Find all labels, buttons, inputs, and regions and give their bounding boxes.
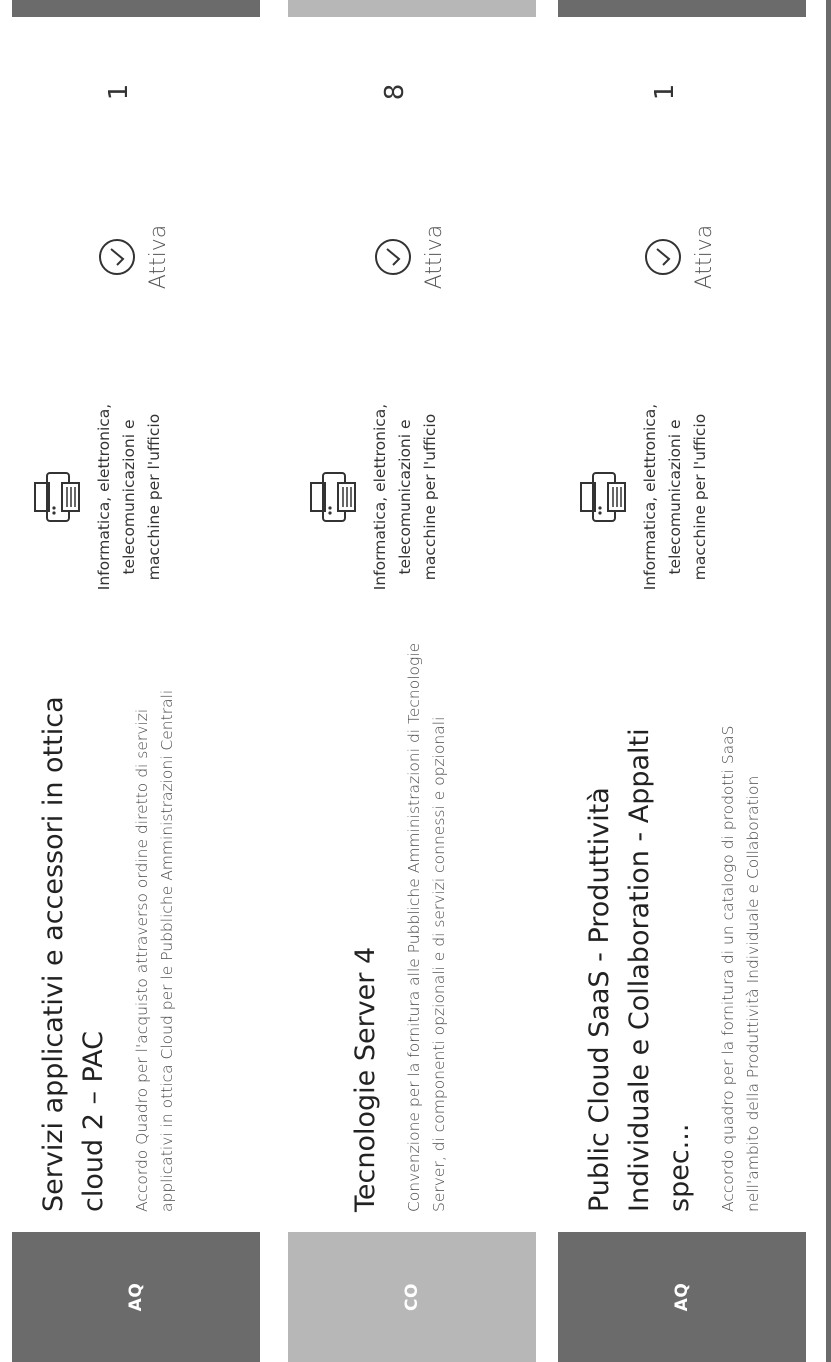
category-label: Informatica, elettronica, telecomunicazioni e macchine per l'ufficio	[371, 403, 439, 591]
card-accent-bar	[12, 0, 260, 17]
category-label: Informatica, elettronica, telecomunicazioni e macchine per l'ufficio	[95, 403, 163, 591]
category-label: Informatica, elettronica, telecomunicazioni e macchine per l'ufficio	[641, 403, 709, 591]
status-block	[288, 172, 536, 342]
card-description: Convenzione per la fornitura alle Pubbliche Amministrazioni di Tecnologie Server, di componenti opzionali e di servizi connessi e opzionali	[405, 642, 448, 1212]
count-value: 1	[650, 83, 680, 101]
category-block	[12, 402, 260, 592]
status-label: Attiva	[146, 224, 171, 290]
check-circle-icon	[374, 238, 412, 276]
type-badge: CO	[288, 1232, 536, 1362]
card-body	[558, 642, 806, 1212]
printer-icon	[308, 469, 358, 525]
status-label: Attiva	[692, 224, 717, 290]
card-title[interactable]: Public Cloud SaaS - Produttività Individuale e Collaboration - Appalti spec...	[584, 728, 695, 1212]
card-description: Accordo quadro per la fornitura di un catalogo di prodotti SaaS nell'ambito della Produttività Individuale e Collaboration	[719, 725, 762, 1212]
printer-icon	[32, 469, 82, 525]
printer-icon	[578, 469, 628, 525]
count-value: 8	[380, 83, 410, 101]
initiative-card[interactable]	[12, 0, 260, 1362]
card-accent-bar	[288, 0, 536, 17]
card-description: Accordo Quadro per l'acquisto attraverso ordine diretto di servizi applicativi in ottica Cloud per le Pubbliche Amministrazioni Centrali	[133, 689, 176, 1212]
status-block	[12, 172, 260, 342]
category-block	[558, 402, 806, 592]
type-badge: AQ	[12, 1232, 260, 1362]
check-circle-icon	[644, 238, 682, 276]
check-circle-icon	[98, 238, 136, 276]
next-card-edge	[826, 0, 831, 1362]
card-accent-bar	[558, 0, 806, 17]
card-title[interactable]: Servizi applicativi e accessori in ottica cloud 2 – PAC	[38, 696, 109, 1212]
card-body	[288, 642, 536, 1212]
status-block	[558, 172, 806, 342]
count-value: 1	[104, 83, 134, 101]
card-body	[12, 642, 260, 1212]
initiative-card[interactable]	[288, 0, 536, 1362]
type-badge: AQ	[558, 1232, 806, 1362]
category-block	[288, 402, 536, 592]
status-label: Attiva	[422, 224, 447, 290]
initiative-card[interactable]	[558, 0, 806, 1362]
card-title[interactable]: Tecnologie Server 4	[350, 946, 381, 1212]
